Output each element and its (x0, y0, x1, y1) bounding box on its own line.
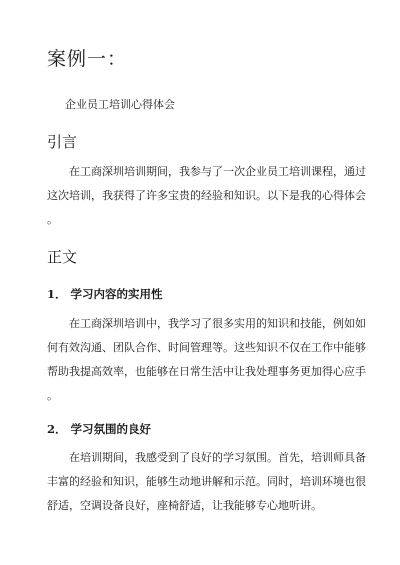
document-subtitle: 企业员工培训心得体会 (65, 98, 175, 111)
section-2-line-2: 丰富的经验和知识，能够生动地讲解和示范。同时，培训环境也很 (47, 475, 366, 488)
section-1-title: 1． 学习内容的实用性 (47, 287, 163, 301)
section-1-line-2: 何有效沟通、团队合作、时间管理等。这些知识不仅在工作中能够 (47, 341, 366, 354)
section-2-title: 2． 学习氛围的良好 (47, 422, 152, 436)
section-1-paragraph (47, 312, 366, 408)
section-1-line-1: 在工商深圳培训中，我学习了很多实用的知识和技能，例如如 (69, 317, 366, 330)
case-title: 案例一： (47, 48, 128, 70)
intro-line-2: 这次培训，我获得了许多宝贵的经验和知识。以下是我的心得体会 (47, 189, 366, 202)
section-2-line-3: 舒适，空调设备良好，座椅舒适，让我能够专心地听讲。 (47, 499, 322, 512)
intro-paragraph (47, 160, 366, 232)
intro-line-3: 。 (47, 213, 58, 226)
intro-heading: 引言 (47, 133, 78, 151)
section-2-paragraph (47, 446, 366, 518)
body-heading: 正文 (47, 248, 78, 266)
intro-line-1: 在工商深圳培训期间，我参与了一次企业员工培训课程，通过 (69, 165, 366, 178)
section-2-line-1: 在培训期间，我感受到了良好的学习氛围。首先，培训师具备 (69, 451, 366, 464)
section-1-line-4: 。 (47, 389, 58, 402)
section-1-line-3: 帮助我提高效率，也能够在日常生活中让我处理事务更加得心应手 (47, 365, 366, 378)
